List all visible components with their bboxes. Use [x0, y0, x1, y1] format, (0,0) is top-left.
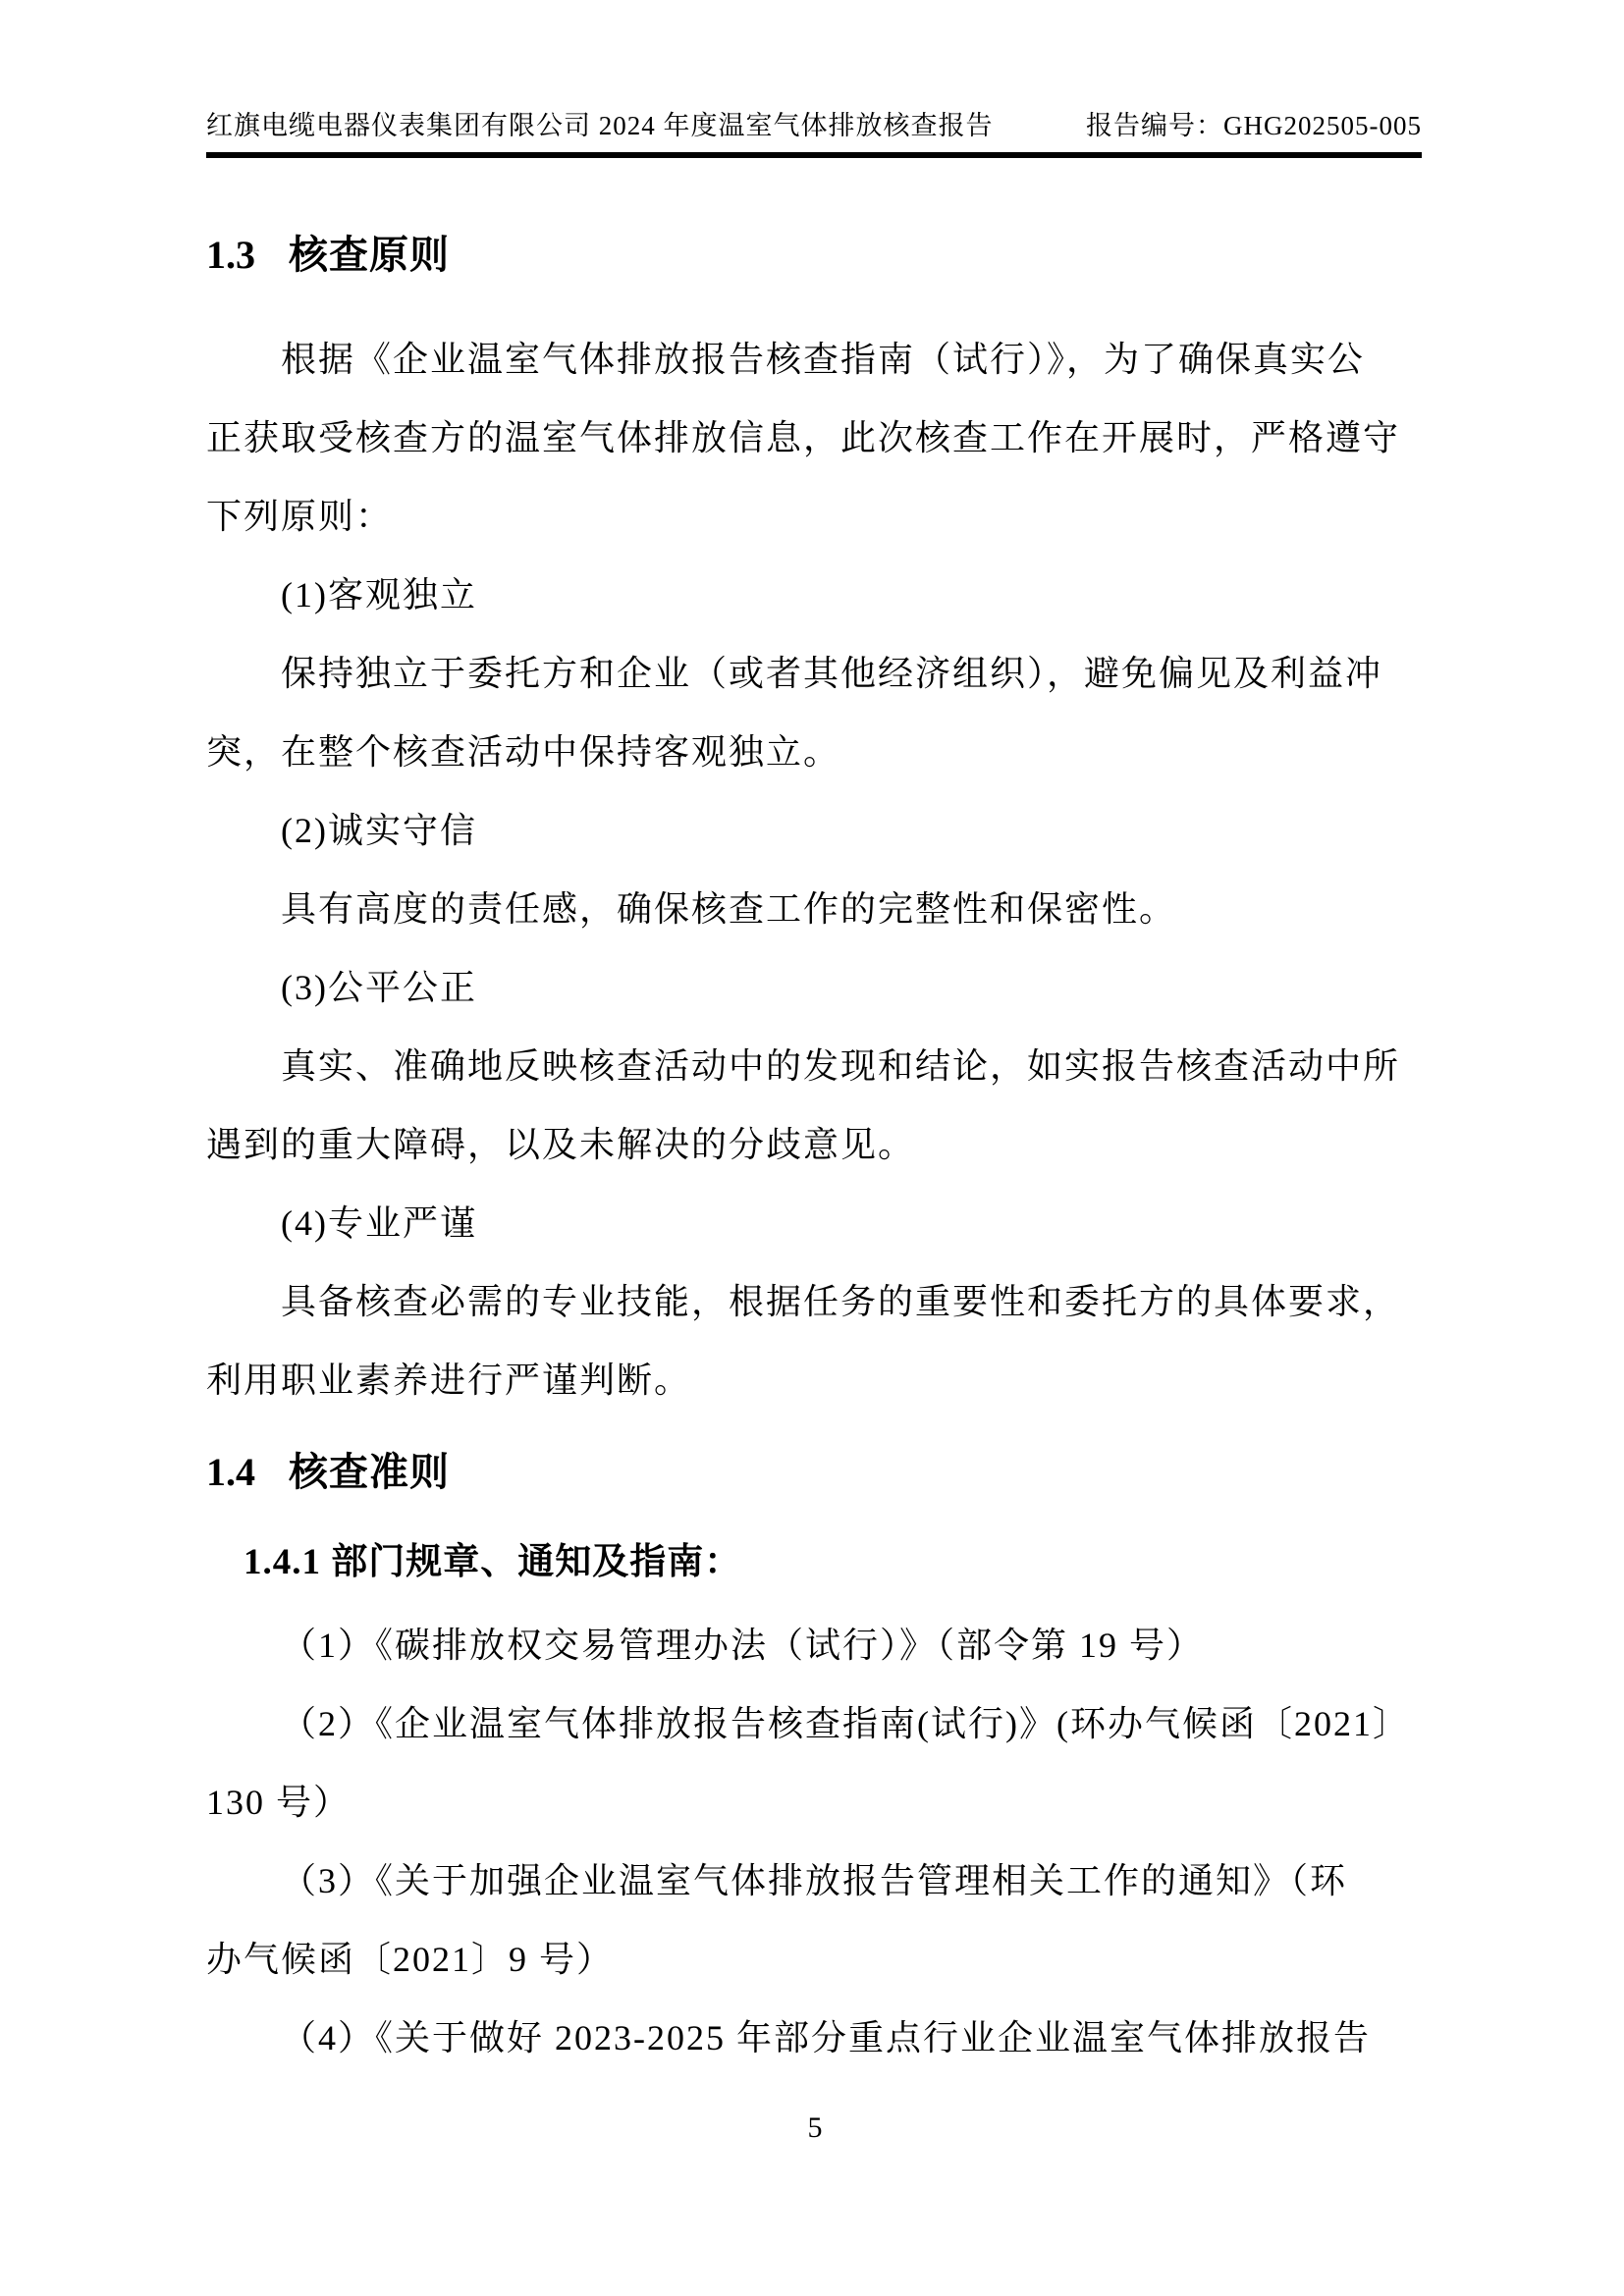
page-number: 5 — [807, 2111, 823, 2144]
principle-item-1: (1)客观独立 — [281, 575, 477, 614]
header-report-number: 报告编号：GHG202505-005 — [1086, 111, 1422, 140]
paragraph-line: 下列原则： — [206, 497, 394, 536]
principle-item-2: (2)诚实守信 — [281, 811, 477, 850]
paragraph-line: 利用职业素养进行严谨判断。 — [206, 1361, 692, 1400]
principle-item-3: (3)公平公正 — [281, 968, 477, 1007]
header-document-title: 红旗电缆电器仪表集团有限公司 2024 年度温室气体排放核查报告 — [206, 111, 994, 140]
reference-item-2-continued: 130 号） — [206, 1783, 352, 1822]
paragraph-line: 具备核查必需的专业技能，根据任务的重要性和委托方的具体要求， — [281, 1282, 1401, 1321]
paragraph-line: 具有高度的责任感，确保核查工作的完整性和保密性。 — [281, 889, 1177, 929]
paragraph-line: 突，在整个核查活动中保持客观独立。 — [206, 732, 841, 772]
section-number: 1.4 — [206, 1450, 255, 1494]
section-number: 1.3 — [206, 233, 255, 277]
paragraph-line: 正获取受核查方的温室气体排放信息，此次核查工作在开展时，严格遵守 — [206, 418, 1401, 457]
section-title: 核查准则 — [289, 1450, 450, 1494]
principle-item-4: (4)专业严谨 — [281, 1203, 477, 1243]
paragraph-line: 真实、准确地反映核查活动中的发现和结论，如实报告核查活动中所 — [281, 1046, 1401, 1086]
paragraph-line: 保持独立于委托方和企业（或者其他经济组织），避免偏见及利益冲 — [281, 654, 1383, 693]
reference-item-2: （2）《企业温室气体排放报告核查指南(试行)》(环办气候函〔2021〕 — [281, 1704, 1410, 1743]
document-body — [206, 159, 1424, 2077]
page-header — [206, 108, 1422, 158]
paragraph-line: 遇到的重大障碍，以及未解决的分歧意见。 — [206, 1125, 916, 1164]
paragraph-line: 根据《企业温室气体排放报告核查指南（试行）》，为了确保真实公 — [281, 340, 1366, 379]
section-heading-1-4 — [206, 1447, 1424, 1498]
reference-item-4: （4）《关于做好 2023-2025 年部分重点行业企业温室气体排放报告 — [281, 2018, 1371, 2057]
page-footer — [206, 2109, 1424, 2148]
reference-item-3: （3）《关于加强企业温室气体排放报告管理相关工作的通知》（环 — [281, 1861, 1348, 1900]
section-title: 核查原则 — [289, 233, 450, 277]
reference-item-1: （1）《碳排放权交易管理办法（试行）》（部令第 19 号） — [281, 1626, 1205, 1665]
subsection-heading-1-4-1: 1.4.1 部门规章、通知及指南： — [244, 1542, 742, 1582]
section-heading-1-3 — [206, 230, 1424, 281]
reference-item-3-continued: 办气候函〔2021〕9 号） — [206, 1940, 615, 1979]
